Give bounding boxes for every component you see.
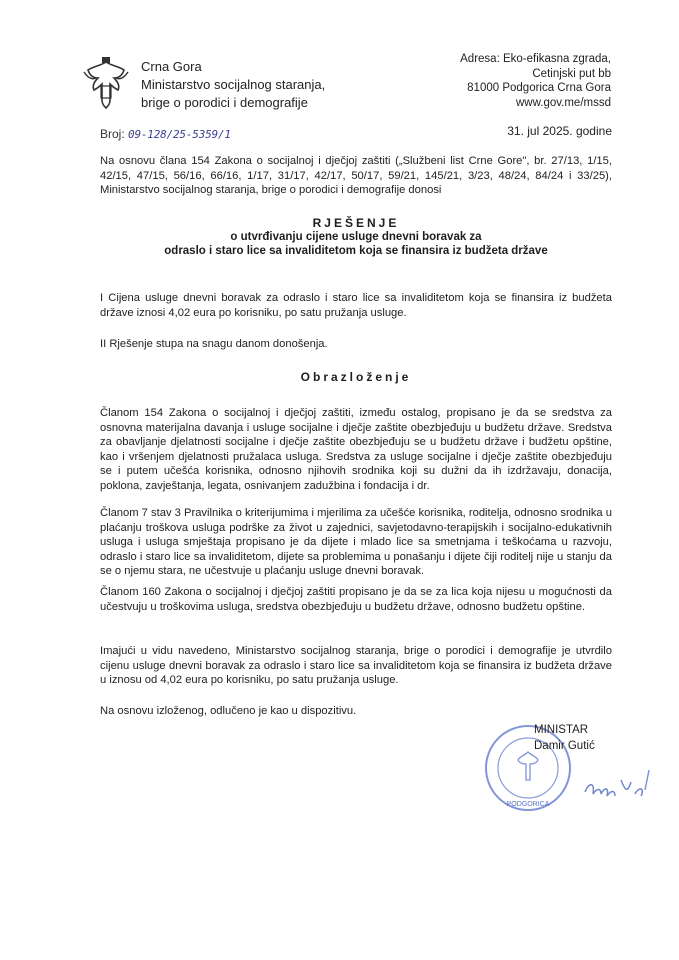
org-line: brige o porodici i demografije	[141, 95, 308, 110]
organization-name	[141, 58, 325, 112]
reasoning-paragraph: Na osnovu izloženog, odlučeno je kao u dispozitivu.	[100, 705, 357, 717]
minister-role: MINISTAR	[534, 724, 589, 736]
reasoning-paragraph: Članom 7 stav 3 Pravilnika o kriterijumima i mjerilima za učešće korisnika, roditelja, odnosno srodnika u plaćanju troškova usluga podrške za život u zajednici, savjetodavno-terapijskih i socijalno-edukativnih usluga i usluga smještaja propisano je da dijete i mlado lice sa smetnjama i teškoćama u razvoju, odraslo i staro lice sa invaliditetom, dijete sa problemima u ponašanju i dijete čiji roditelj nije u stanju da se o njemu stara, ne učestvuje u plaćanju usluge dnevni boravak.	[100, 507, 612, 578]
minister-name: Damir Gutić	[534, 740, 595, 752]
address-line: Cetinjski put bb	[532, 67, 611, 80]
coat-of-arms-icon	[80, 56, 132, 112]
reference-number	[100, 127, 231, 141]
stamp-city: PODGORICA	[506, 801, 550, 808]
handwritten-signature-icon	[575, 760, 675, 810]
reasoning-title: Obrazloženje	[300, 370, 412, 384]
broj-value: 09-128/25-5359/1	[128, 128, 231, 141]
decision-subtitle: odraslo i staro lice sa invaliditetom koja se finansira iz budžeta države	[164, 245, 548, 257]
dispositive-item: II Rješenje stupa na snagu danom donošenja.	[100, 338, 328, 350]
address-line: Adresa: Eko-efikasna zgrada,	[460, 53, 611, 65]
org-line: Crna Gora	[141, 59, 202, 74]
decision-title: RJEŠENJE	[312, 216, 400, 230]
address-line: 81000 Podgorica Crna Gora	[467, 82, 611, 94]
dispositive-item: I Cijena usluge dnevni boravak za odraslo i staro lice sa invaliditetom koja se finansira iz budžeta države iznosi 4,02 eura po korisniku, po satu pružanja usluge.	[100, 292, 612, 319]
reasoning-paragraph: Imajući u vidu navedeno, Ministarstvo socijalnog staranja, brige o porodici i demografije je utvrdilo cijenu usluge dnevni boravak za odraslo i staro lice sa invaliditetom koja se finansira iz budžeta države u iznosu od 4,02 eura po korisniku, po satu pružanja usluge.	[100, 645, 612, 687]
decision-subtitle: o utvrđivanju cijene usluge dnevni boravak za	[230, 231, 482, 243]
reasoning-paragraph: Članom 160 Zakona o socijalnoj i dječjoj zaštiti propisano je da se za lica koja nijesu u mogućnosti da učestvuju u troškovima usluga, sredstva obezbjeđuju u budžetu države, odnosno budžetu opštine.	[100, 586, 612, 613]
document-date: 31. jul 2025. godine	[507, 124, 612, 138]
website-link[interactable]: www.gov.me/mssd	[515, 96, 611, 109]
address-block	[460, 52, 611, 110]
signature-block	[534, 722, 595, 754]
broj-label: Broj:	[100, 127, 125, 141]
intro-paragraph: Na osnovu člana 154 Zakona o socijalnoj i dječjoj zaštiti („Službeni list Crne Gore", br. 27/13, 1/15, 42/15, 47/15, 56/16, 66/16, 1/17, 31/17, 42/17, 50/17, 59/21, 145/21, 3/23, 48/24, 84/24 i 33/25), Ministarstvo socijalnog staranja, brige o porodici i demografije donosi	[100, 155, 612, 197]
reasoning-paragraph: Članom 154 Zakona o socijalnoj i dječjoj zaštiti, između ostalog, propisano je da se sredstva za osnovna materijalna davanja i usluge socijalne i dječje zaštite obezbjeđuju u budžetu države. Sredstva za obavljanje djelatnosti socijalne i dječje zaštite obezbjeđuju se u budžetu države i budžetu opštine, kao i vršenjem djelatnosti pružalaca usluga. Sredstva za usluge socijalne i dječje zaštite obezbjeđuju se i putem učešća korisnika, odnosno njihovih srodnika koji su dužni da ih izdržavaju, donacija, poklona, zavještanja, legata, osnivanjem zadužbina i fondacija i dr.	[100, 407, 612, 492]
org-line: Ministarstvo socijalnog staranja,	[141, 77, 326, 92]
